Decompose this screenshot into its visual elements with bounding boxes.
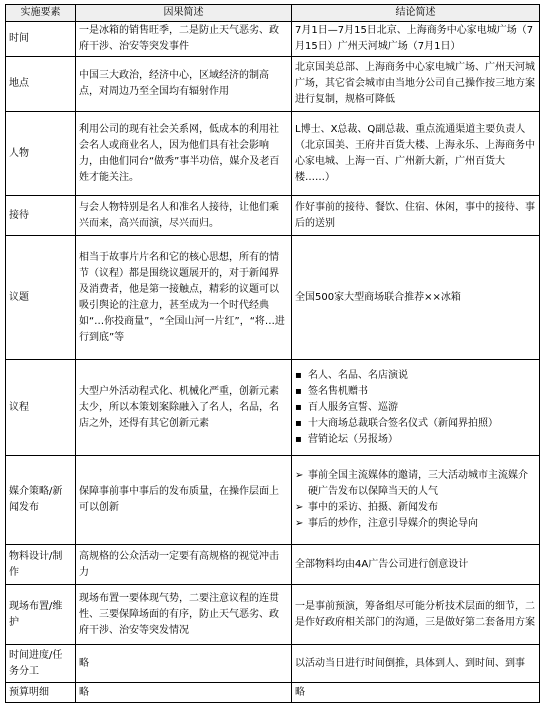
result-cell: 全国500家大型商场联合推荐××冰箱 — [292, 236, 540, 360]
list-item: ▪ 营销论坛（另报场） — [295, 432, 536, 448]
row-label: 物料设计/制作 — [6, 545, 76, 585]
table-row — [6, 22, 540, 57]
row-label: 媒介策略/新闻发布 — [6, 456, 76, 545]
agenda-list — [295, 368, 536, 448]
result-cell: 一是事前预演，筹备组尽可能分析技术层面的细节，二是作好政府相关部门的沟通，三是做好第二套备用方案 — [292, 585, 540, 645]
result-cell: L博士、X总裁、Q副总裁、重点流通渠道主要负责人（北京国美、王府井百货大楼、上海永乐、上海商务中心家电城、上海一百、广州新大新，广州百货大楼……） — [292, 112, 540, 196]
header-factor: 实施要素 — [6, 5, 76, 22]
table-row — [6, 683, 540, 703]
table-row — [6, 112, 540, 196]
result-cell: 略 — [292, 683, 540, 703]
result-cell: 作好事前的接待、餐饮、住宿、休闲，事中的接待、事后的送别 — [292, 196, 540, 236]
row-label: 时间进度/任务分工 — [6, 645, 76, 683]
row-label: 接待 — [6, 196, 76, 236]
result-cell: 7月1日—7月15日北京、上海商务中心家电城广场（7月15日）广州天河城广场（7月1日） — [292, 22, 540, 57]
row-label: 议题 — [6, 236, 76, 360]
list-item: ➢ 事前全国主流媒体的邀请，三大活动城市主流媒介硬广告发布以保障当天的人气 — [295, 468, 536, 500]
cause-cell: 大型户外活动程式化、机械化严重，创新元素太少，所以本策划案除融入了名人，名品，名店之外，还得有其它创新元素 — [76, 360, 292, 456]
list-item: ➢ 事中的采访、拍摄、新闻发布 — [295, 500, 536, 516]
result-cell: 北京国美总部、上海商务中心家电城广场、广州天河城广场，其它省会城市由当地分公司自己操作按三地方案进行复制，规格可降低 — [292, 57, 540, 112]
cause-cell: 略 — [76, 645, 292, 683]
result-cell: 以活动当日进行时间倒推，具体到人、到时间、到事 — [292, 645, 540, 683]
table-row — [6, 585, 540, 645]
row-label: 地点 — [6, 57, 76, 112]
row-label: 预算明细 — [6, 683, 76, 703]
row-label: 时间 — [6, 22, 76, 57]
cause-cell: 略 — [76, 683, 292, 703]
result-cell — [292, 360, 540, 456]
header-result: 结论简述 — [292, 5, 540, 22]
cause-cell: 高规格的公众活动一定要有高规格的视觉冲击力 — [76, 545, 292, 585]
table-row — [6, 645, 540, 683]
cause-cell: 现场布置一要体现气势，二要注意议程的连贯性、三要保障场面的有序，防止天气恶劣、政府干涉、治安等突发情况 — [76, 585, 292, 645]
cause-cell: 保障事前事中事后的发布质量，在操作层面上可以创新 — [76, 456, 292, 545]
list-item: ▪ 百人服务宣誓、巡游 — [295, 400, 536, 416]
cause-cell: 一是冰箱的销售旺季，二是防止天气恶劣、政府干涉、治安等突发事件 — [76, 22, 292, 57]
table-row — [6, 456, 540, 545]
header-cause: 因果简述 — [76, 5, 292, 22]
row-label: 人物 — [6, 112, 76, 196]
row-label: 议程 — [6, 360, 76, 456]
table-row — [6, 57, 540, 112]
cause-cell: 中国三大政治，经济中心，区域经济的制高点，对周边乃至全国均有辐射作用 — [76, 57, 292, 112]
list-item: ➢ 事后的炒作，注意引导媒介的舆论导向 — [295, 516, 536, 532]
list-item: ▪ 名人、名品、名店演说 — [295, 368, 536, 384]
table-row — [6, 196, 540, 236]
table-header-row — [6, 5, 540, 22]
result-cell — [292, 456, 540, 545]
list-item: ▪ 十大商场总裁联合签名仪式（新闻界拍照） — [295, 416, 536, 432]
cause-cell: 利用公司的现有社会关系网，低成本的利用社会名人或商业名人，因为他们具有社会影响力，由他们同台“做秀”事半功倍，媒介及老百姓才能关注。 — [76, 112, 292, 196]
media-list — [295, 468, 536, 532]
table-row — [6, 360, 540, 456]
table-row — [6, 545, 540, 585]
cause-cell: 相当于故事片片名和它的核心思想，所有的情节（议程）都是围绕议题展开的，对于新闻界及消费者，他是第一接触点，精彩的议题可以吸引舆论的注意力，甚至成为一个时代经典如“…你投商量”，“全国山河一片红”，“将…进行到底”等 — [76, 236, 292, 360]
plan-table — [5, 4, 540, 703]
list-item: ▪ 签名售机赠书 — [295, 384, 536, 400]
result-cell: 全部物料均由4A广告公司进行创意设计 — [292, 545, 540, 585]
row-label: 现场布置/维护 — [6, 585, 76, 645]
table-row — [6, 236, 540, 360]
cause-cell: 与会人物特别是名人和准名人接待，让他们乘兴而来，高兴而演，尽兴而归。 — [76, 196, 292, 236]
